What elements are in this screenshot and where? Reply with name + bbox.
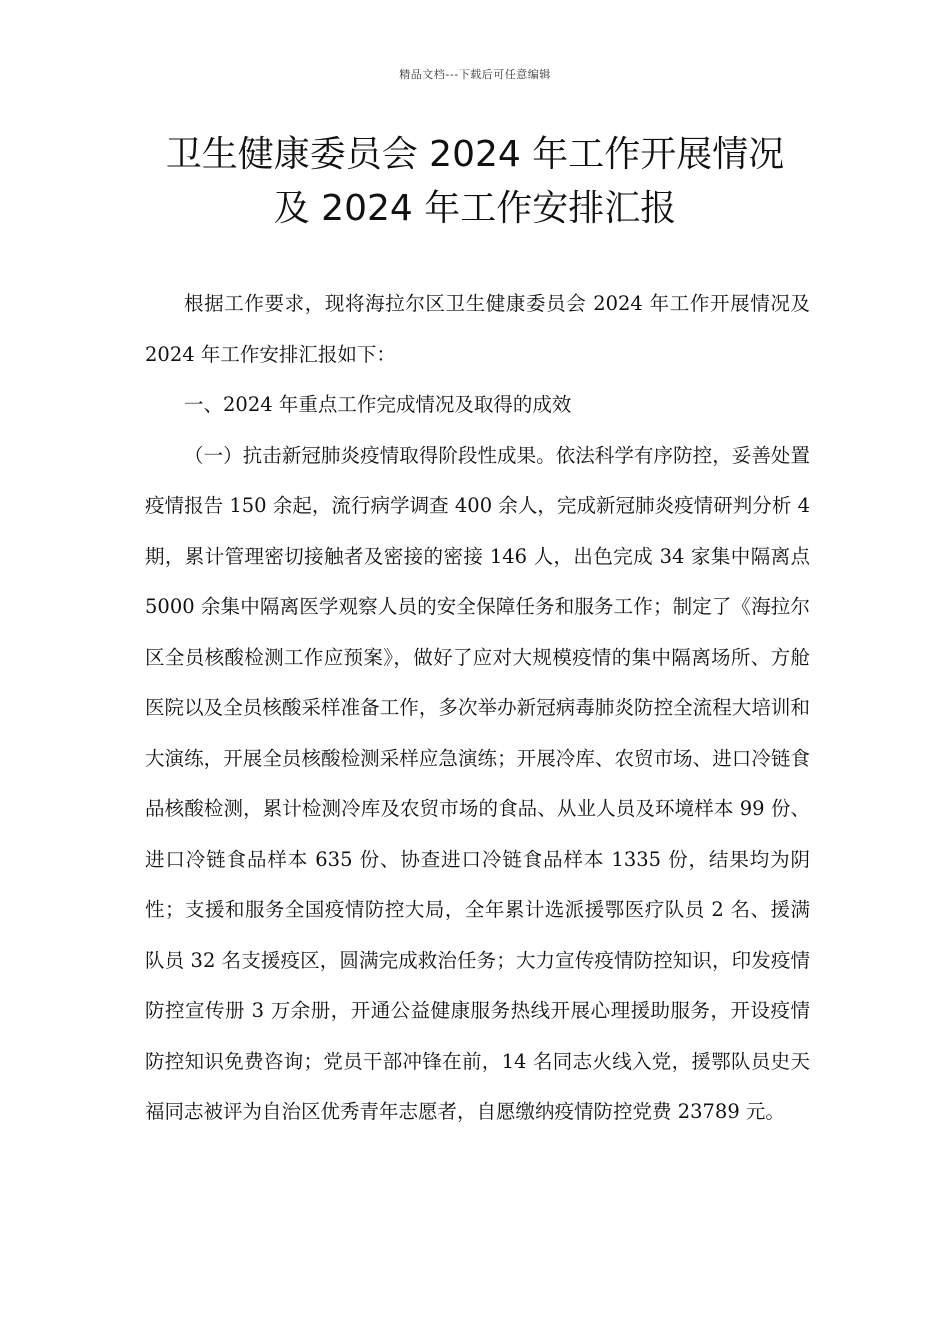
section-heading: 一、2024 年重点工作完成情况及取得的成效 — [184, 393, 572, 416]
title-line-2: 及 2024 年工作安排汇报 — [273, 188, 677, 229]
section-paragraph: （一）抗击新冠肺炎疫情取得阶段性成果。依法科学有序防控，妥善处置疫情报告 150 余起，流行病学调查 400 余人，完成新冠肺炎疫情研判分析 4 期，累计管理密切接触者及密接的密接 146 人，出色完成 34 家集中隔离点 5000 余集中隔离医学观察人员的安全保障任务和服务工作；制定了《海拉尔区全员核酸检测工作应预案》，做好了应对大规模疫情的集中隔离场所、方舱医院以及全员核酸采样准备工作，多次举办新冠病毒肺炎防控全流程大培训和大演练，开展全员核酸检测采样应急演练；开展冷库、农贸市场、进口冷链食品核酸检测，累计检测冷库及农贸市场的食品、从业人员及环境样本 99 份、进口冷链食品样本 635 份、协查进口冷链食品样本 1335 份，结果均为阴性；支援和服务全国疫情防控大局，全年累计选派援鄂医疗队员 2 名、援满队员 32 名支援疫区，圆满完成救治任务；大力宣传疫情防控知识，印发疫情防控宣传册 3 万余册，开通公益健康服务热线开展心理援助服务，开设疫情防控知识免费咨询；党员干部冲锋在前，14 名同志火线入党，援鄂队员史天福同志被评为自治区优秀青年志愿者，自愿缴纳疫情防控党费 23789 元。 — [145, 443, 810, 1123]
document-title — [100, 128, 850, 236]
intro-paragraph: 根据工作要求，现将海拉尔区卫生健康委员会 2024 年工作开展情况及 2024 年工作安排汇报如下： — [145, 292, 810, 366]
title-line-1: 卫生健康委员会 2024 年工作开展情况 — [165, 134, 785, 175]
header-note: 精品文档---下载后可任意编辑 — [399, 68, 551, 81]
document-body — [145, 279, 810, 1138]
